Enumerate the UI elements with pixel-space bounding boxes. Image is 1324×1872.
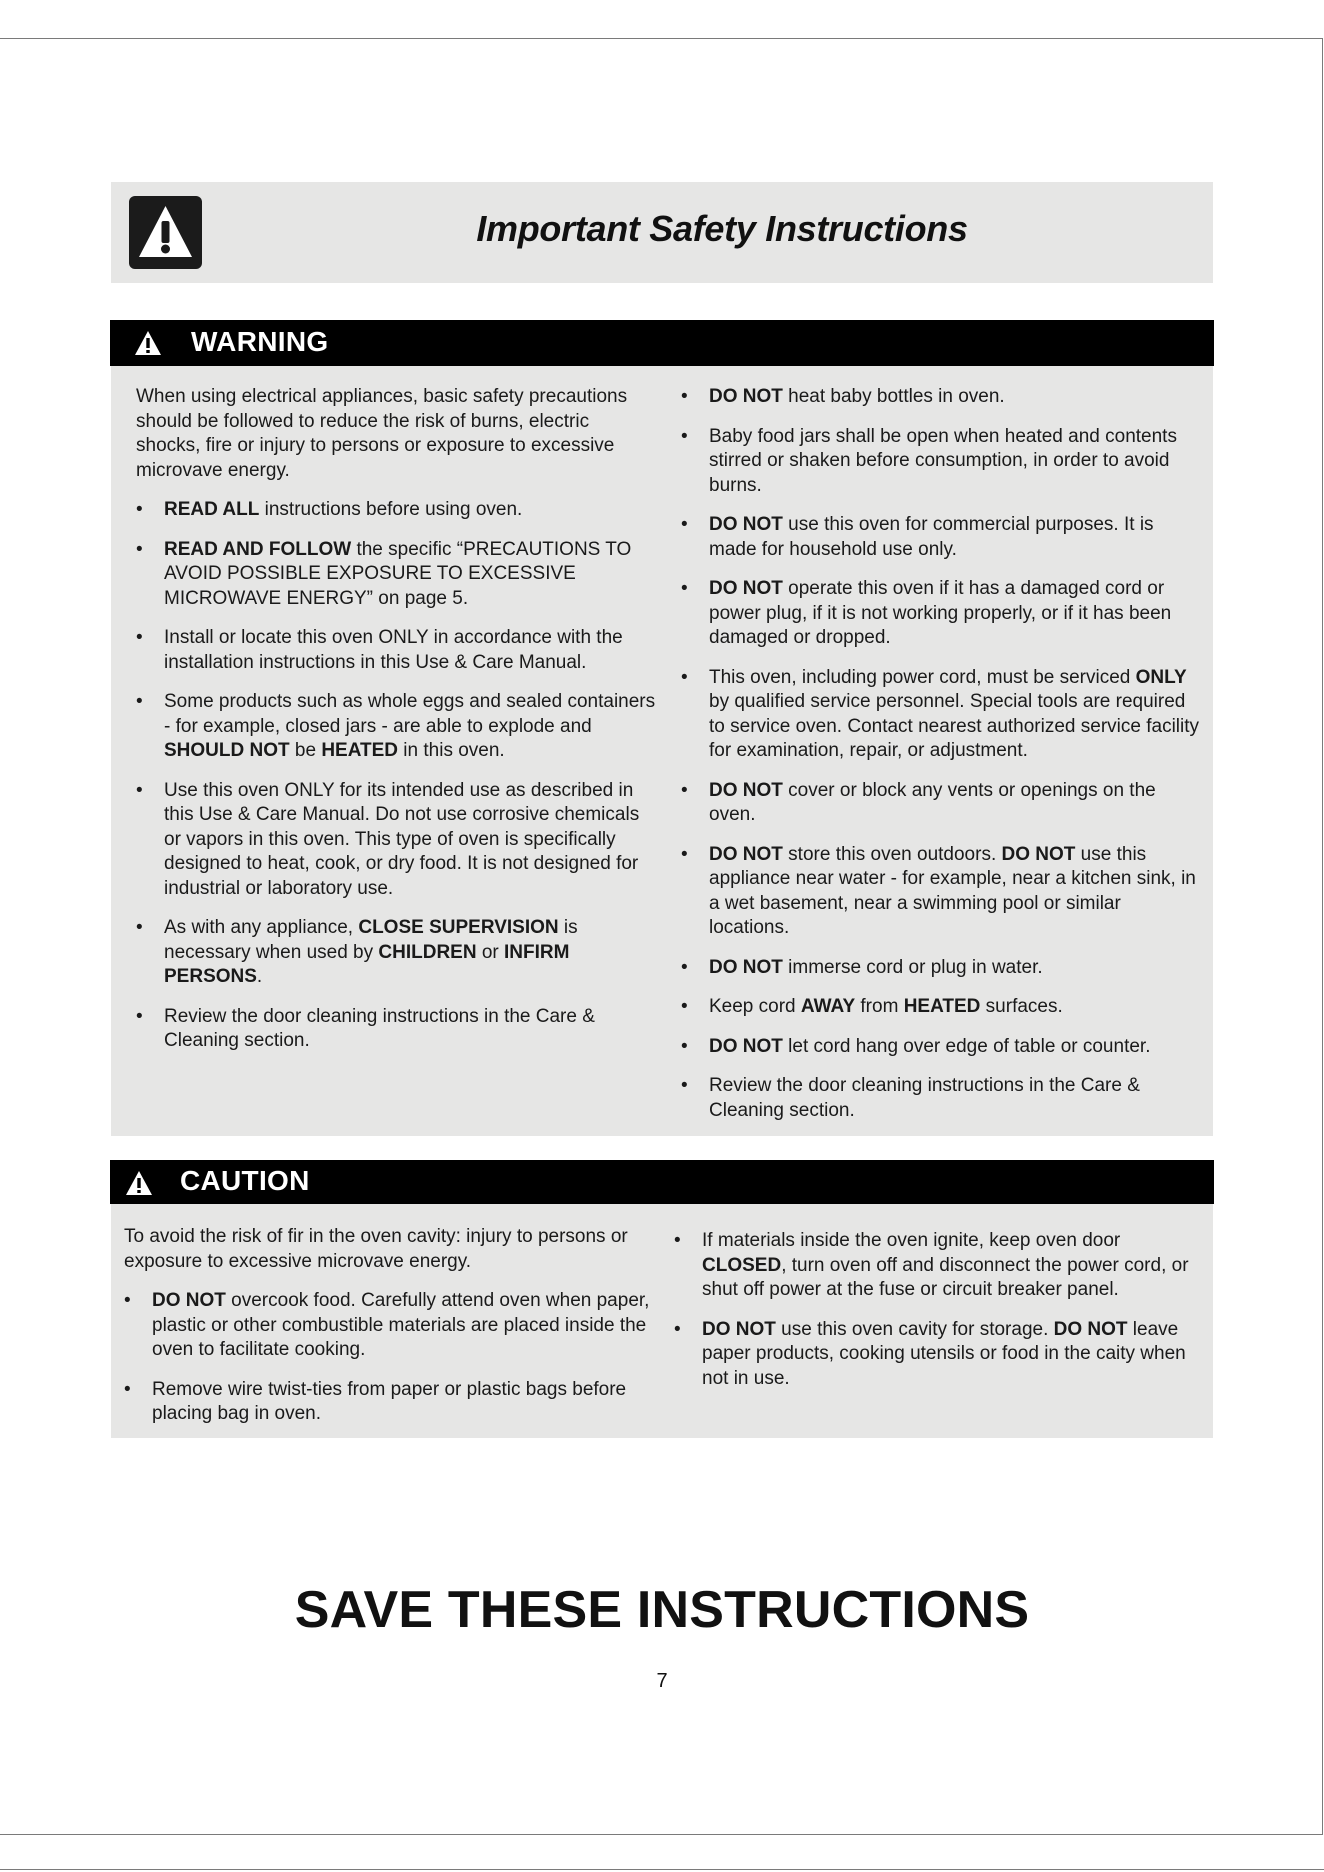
warning-left-column bbox=[136, 385, 656, 1069]
warning-triangle-icon bbox=[134, 330, 162, 361]
bullet-text: by qualified service personnel. Special tools are required to service oven. Contact nearest authorized service facility for examination, repair, or adjustment. bbox=[709, 691, 1200, 761]
warning-right-column bbox=[681, 385, 1201, 1138]
caution-left-column bbox=[124, 1225, 654, 1442]
bullet-item bbox=[136, 779, 656, 902]
bullet-emphasis: DO NOT bbox=[709, 578, 783, 599]
bullet-text: As with any appliance, bbox=[164, 917, 359, 938]
bullet-text: Install or locate this oven ONLY in accordance with the installation instructions in this Use & Care Manual. bbox=[164, 627, 623, 673]
bullet-item bbox=[681, 995, 1201, 1020]
bullet-text: store this oven outdoors. bbox=[782, 843, 1002, 865]
bullet-emphasis: READ AND FOLLOW bbox=[164, 538, 352, 560]
bullet-item bbox=[136, 1005, 656, 1054]
bullet-text: use this oven for commercial purposes. It is made for household use only. bbox=[709, 514, 1154, 560]
bullet-text: Baby food jars shall be open when heated and contents stirred or shaken before consumption, in order to avoid burns. bbox=[709, 425, 1177, 496]
bullet-emphasis: DO NOT bbox=[709, 779, 783, 801]
bullet-text: immerse cord or plug in water. bbox=[782, 956, 1043, 978]
bullet-text: . bbox=[256, 966, 263, 987]
bullet-text: If materials inside the oven ignite, keep oven door bbox=[702, 1230, 1121, 1251]
bullet-text: the specific “PRECAUTIONS TO AVOID POSSIBLE EXPOSURE TO EXCESSIVE MICROWAVE ENERGY” on page 5. bbox=[164, 538, 632, 609]
warning-intro: When using electrical appliances, basic safety precautions should be followed to reduce the risk of burns, electric shocks, fire or injury to persons or exposure to excessive microvave energy. bbox=[136, 386, 628, 481]
bullet-text: This oven, including power cord, must be serviced bbox=[709, 666, 1136, 688]
bullet-item bbox=[681, 425, 1201, 499]
page-title: Important Safety Instructions bbox=[476, 208, 968, 249]
bullet-item bbox=[124, 1289, 654, 1363]
bullet-text: instructions before using oven. bbox=[259, 499, 523, 520]
bullet-item bbox=[136, 538, 656, 612]
bullet-emphasis: DO NOT bbox=[702, 1318, 776, 1340]
bullet-text: leave paper products, cooking utensils or food in the caity when not in use. bbox=[702, 1318, 1186, 1389]
bullet-text: or bbox=[476, 941, 505, 963]
bullet-emphasis: DO NOT bbox=[152, 1290, 226, 1311]
bullet-emphasis: DO NOT bbox=[709, 514, 783, 535]
bullet-item bbox=[681, 666, 1201, 764]
bullet-item bbox=[136, 626, 656, 675]
bullet-item bbox=[681, 513, 1201, 562]
bullet-item bbox=[681, 1035, 1201, 1060]
bullet-emphasis: CLOSE SUPERVISION bbox=[358, 917, 559, 938]
warning-right-list bbox=[681, 385, 1201, 1123]
bullet-text: overcook food. Carefully attend oven when paper, plastic or other combustible materials are placed inside the oven to facilitate cooking. bbox=[152, 1290, 650, 1360]
bullet-emphasis: DO NOT bbox=[709, 843, 783, 865]
page-number: 7 bbox=[656, 1670, 668, 1692]
bullet-text: , turn oven off and disconnect the power cord, or shut off power at the fuse or circuit breaker panel. bbox=[702, 1254, 1189, 1300]
bullet-text: Some products such as whole eggs and sealed containers - for example, closed jars - are able to explode and bbox=[164, 691, 656, 737]
bullet-emphasis: DO NOT bbox=[1053, 1318, 1128, 1340]
caution-triangle-icon bbox=[125, 1170, 153, 1201]
bullet-emphasis: HEATED bbox=[903, 996, 981, 1017]
warning-body bbox=[111, 366, 1213, 1136]
caution-right-list bbox=[674, 1229, 1209, 1391]
caution-label: CAUTION bbox=[180, 1165, 310, 1196]
bullet-item bbox=[681, 385, 1201, 410]
bullet-text: let cord hang over edge of table or counter. bbox=[782, 1035, 1151, 1057]
bullet-emphasis: INFIRM PERSONS bbox=[164, 941, 570, 987]
title-banner bbox=[111, 182, 1213, 283]
bullet-text: heat baby bottles in oven. bbox=[782, 386, 1005, 407]
bullet-item bbox=[136, 498, 656, 523]
bullet-item bbox=[674, 1229, 1209, 1303]
bullet-text: use this appliance near water - for example, near a kitchen sink, in a wet basement, near a swimming pool or similar locations. bbox=[709, 843, 1196, 938]
bullet-item bbox=[124, 1378, 654, 1427]
bullet-item bbox=[136, 916, 656, 990]
bullet-emphasis: CHILDREN bbox=[378, 941, 477, 963]
caution-right-column bbox=[674, 1229, 1209, 1406]
bullet-text: Keep cord bbox=[709, 996, 801, 1017]
bullet-text: in this oven. bbox=[398, 740, 505, 761]
bullet-text: surfaces. bbox=[980, 996, 1063, 1017]
bullet-item bbox=[681, 843, 1201, 941]
caution-header bbox=[110, 1160, 1214, 1204]
caution-body bbox=[111, 1204, 1213, 1438]
bullet-item bbox=[681, 577, 1201, 651]
bullet-text: Remove wire twist-ties from paper or plastic bags before placing bag in oven. bbox=[152, 1378, 627, 1424]
bullet-emphasis: ONLY bbox=[1135, 666, 1187, 688]
bullet-emphasis: DO NOT bbox=[1001, 843, 1076, 865]
caution-intro: To avoid the risk of fir in the oven cavity: injury to persons or exposure to excessive microvave energy. bbox=[124, 1226, 628, 1272]
bullet-emphasis: DO NOT bbox=[709, 956, 783, 978]
bullet-item bbox=[681, 1074, 1201, 1123]
bullet-text: Use this oven ONLY for its intended use as described in this Use & Care Manual. Do not use corrosive chemicals or vapors in this oven. This type of oven is specifically designed to heat, cook, or dry food. It is not designed for industrial or laboratory use. bbox=[164, 779, 640, 899]
bullet-item bbox=[136, 690, 656, 764]
bullet-item bbox=[674, 1318, 1209, 1392]
bullet-text: Review the door cleaning instructions in the Care & Cleaning section. bbox=[709, 1075, 1140, 1121]
bullet-text: operate this oven if it has a damaged cord or power plug, if it is not working properly, or if it has been damaged or dropped. bbox=[709, 578, 1172, 648]
warning-left-list bbox=[136, 498, 656, 1054]
bullet-item bbox=[681, 779, 1201, 828]
warning-label: WARNING bbox=[191, 326, 329, 357]
bullet-emphasis: DO NOT bbox=[709, 386, 783, 407]
bullet-text: cover or block any vents or openings on the oven. bbox=[709, 779, 1156, 825]
bullet-emphasis: SHOULD NOT bbox=[164, 740, 290, 761]
bullet-text: use this oven cavity for storage. bbox=[775, 1318, 1054, 1340]
bullet-emphasis: DO NOT bbox=[709, 1035, 783, 1057]
bullet-emphasis: AWAY bbox=[800, 996, 856, 1017]
bullet-emphasis: READ ALL bbox=[164, 499, 260, 520]
caution-left-list bbox=[124, 1289, 654, 1427]
bullet-text: be bbox=[289, 740, 322, 761]
bullet-text: Review the door cleaning instructions in the Care & Cleaning section. bbox=[164, 1005, 595, 1051]
bullet-emphasis: HEATED bbox=[321, 740, 399, 761]
bullet-item bbox=[681, 956, 1201, 981]
save-instructions-heading: SAVE THESE INSTRUCTIONS bbox=[294, 1581, 1030, 1639]
bullet-text: from bbox=[855, 996, 904, 1017]
bullet-text: is necessary when used by bbox=[164, 917, 578, 963]
warning-header bbox=[110, 320, 1214, 366]
page-bottom-rule bbox=[0, 1869, 1324, 1870]
bullet-emphasis: CLOSED bbox=[702, 1254, 782, 1276]
